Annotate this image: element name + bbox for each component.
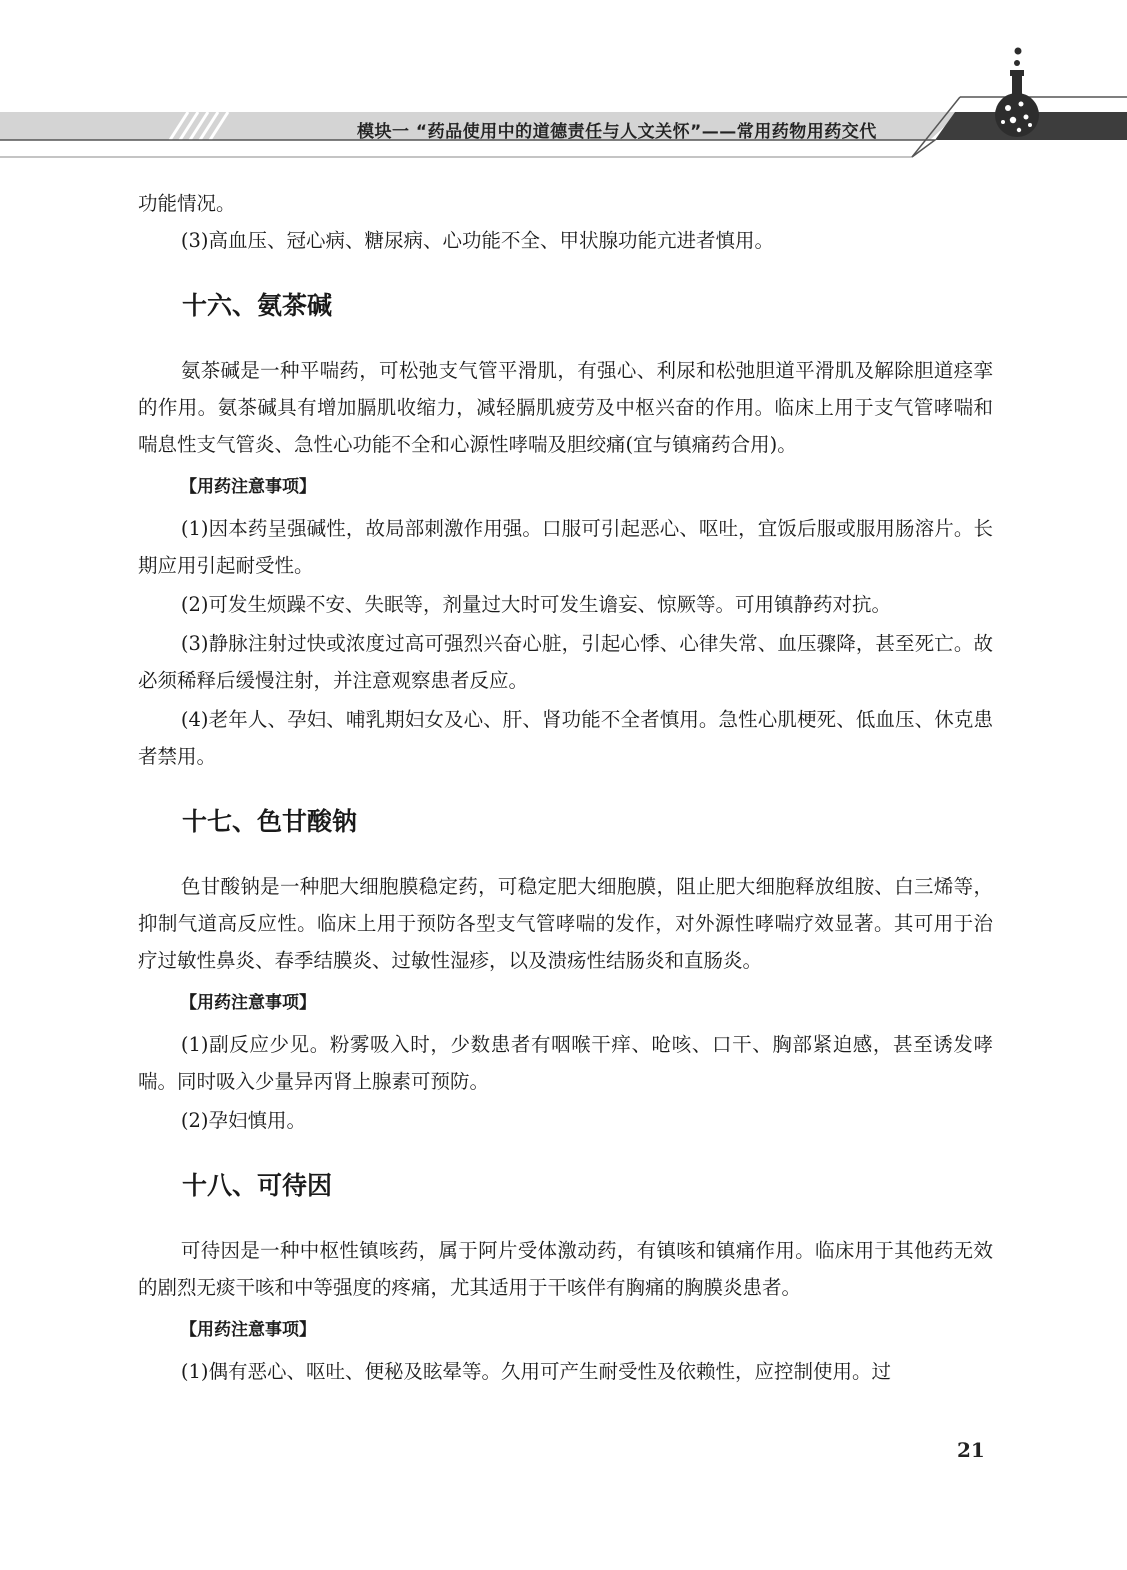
lead-item-3: (3)高血压、冠心病、糖尿病、心功能不全、甲状腺功能亢进者慎用。 xyxy=(180,229,775,252)
section-heading: 十七、色甘酸钠 xyxy=(182,807,358,836)
section-codeine xyxy=(138,1166,993,1390)
header-decoration xyxy=(0,0,1127,175)
page-number: 21 xyxy=(957,1438,985,1462)
section-description: 色甘酸钠是一种肥大细胞膜稳定药，可稳定肥大细胞膜，阻止肥大细胞释放组胺、白三烯等，抑制气道高反应性。临床上用于预防各型支气管哮喘的发作，对外源性哮喘疗效显著。其可用于治疗过敏性鼻炎、春季结膜炎、过敏性湿疹，以及溃疡性结肠炎和直肠炎。 xyxy=(138,875,993,972)
section-heading: 十六、氨茶碱 xyxy=(182,291,333,320)
section-description: 氨茶碱是一种平喘药，可松弛支气管平滑肌，有强心、利尿和松弛胆道平滑肌及解除胆道痉挛的作用。氨茶碱具有增加膈肌收缩力，减轻膈肌疲劳及中枢兴奋的作用。临床上用于支气管哮喘和喘息性支气管炎、急性心功能不全和心源性哮喘及胆绞痛(宜与镇痛药合用)。 xyxy=(138,359,993,456)
notice-item: (3)静脉注射过快或浓度过高可强烈兴奋心脏，引起心悸、心律失常、血压骤降，甚至死亡。故必须稀释后缓慢注射，并注意观察患者反应。 xyxy=(138,632,993,692)
notice-item: (2)可发生烦躁不安、失眠等，剂量过大时可发生谵妄、惊厥等。可用镇静药对抗。 xyxy=(180,593,892,616)
section-description: 可待因是一种中枢性镇咳药，属于阿片受体激动药，有镇咳和镇痛作用。临床用于其他药无效的剧烈无痰干咳和中等强度的疼痛，尤其适用于干咳伴有胸痛的胸膜炎患者。 xyxy=(138,1239,993,1299)
section-heading: 十八、可待因 xyxy=(182,1171,333,1200)
notice-label: 【用药注意事项】 xyxy=(180,993,316,1013)
notice-item: (4)老年人、孕妇、哺乳期妇女及心、肝、肾功能不全者慎用。急性心肌梗死、低血压、休克患者禁用。 xyxy=(138,708,993,768)
notice-label: 【用药注意事项】 xyxy=(180,477,316,497)
lead-text-continuation: 功能情况。 xyxy=(138,192,236,215)
notice-label: 【用药注意事项】 xyxy=(180,1320,316,1340)
page-content xyxy=(138,185,993,1390)
notice-item: (2)孕妇慎用。 xyxy=(180,1109,307,1132)
section-aminophylline xyxy=(138,286,993,775)
notice-item: (1)偶有恶心、呕吐、便秘及眩晕等。久用可产生耐受性及依赖性，应控制使用。过 xyxy=(180,1360,892,1383)
page-header xyxy=(0,0,1127,175)
notice-item: (1)副反应少见。粉雾吸入时，少数患者有咽喉干痒、呛咳、口干、胸部紧迫感，甚至诱发哮喘。同时吸入少量异丙肾上腺素可预防。 xyxy=(138,1033,993,1093)
flask-icon xyxy=(995,48,1039,138)
header-title: 模块一 “药品使用中的道德责任与人文关怀”——常用药物用药交代 xyxy=(357,122,877,142)
section-sodium-cromoglicate xyxy=(138,802,993,1139)
notice-item: (1)因本药呈强碱性，故局部刺激作用强。口服可引起恶心、呕吐，宜饭后服或服用肠溶片。长期应用引起耐受性。 xyxy=(138,517,993,577)
